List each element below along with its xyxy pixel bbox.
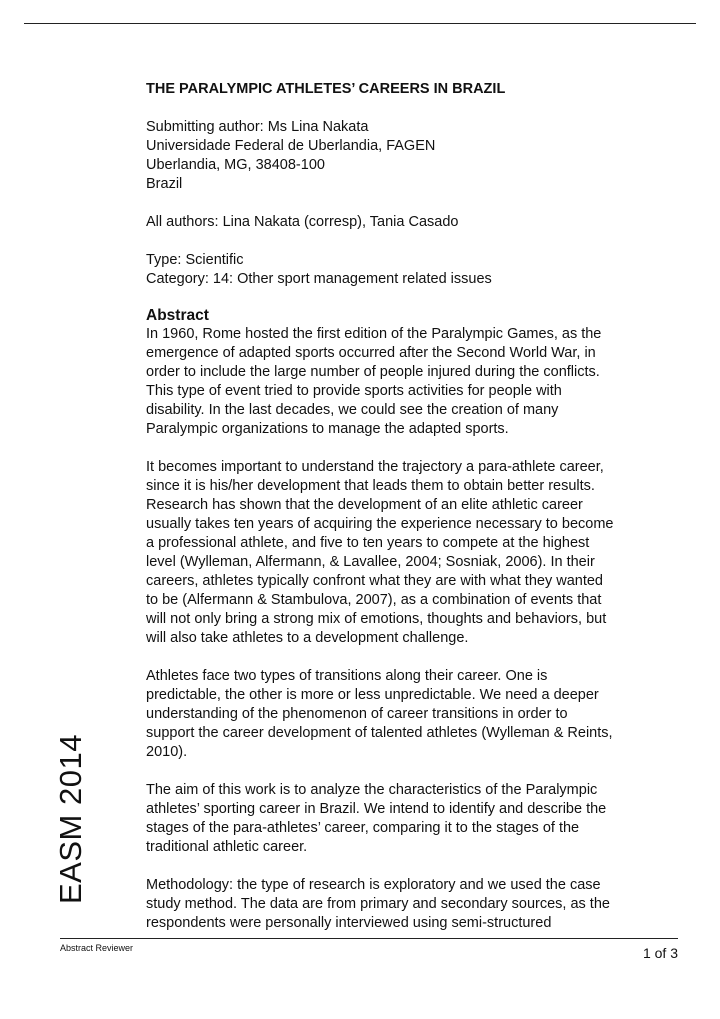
- paragraph-line: level (Wylleman, Alfermann, & Lavallee, 2004; Sosniak, 2006). In their: [146, 554, 595, 570]
- paragraph-line: to be (Alfermann & Stambulova, 2007), as a combination of events that: [146, 592, 602, 608]
- author-block: [146, 118, 666, 194]
- paragraph-line: careers, athletes typically confront what they are with what they wanted: [146, 573, 603, 589]
- paragraph-line: This type of event tried to provide sports activities for people with: [146, 383, 562, 399]
- paragraph-line: The aim of this work is to analyze the characteristics of the Paralympic: [146, 782, 598, 798]
- abstract-paragraph: [146, 325, 666, 439]
- all-authors-block: [146, 213, 666, 232]
- paragraph-line: order to include the large number of people injured during the conflicts.: [146, 364, 600, 380]
- paragraph-line: Athletes face two types of transitions along their career. One is: [146, 668, 548, 684]
- paragraph-line: emergence of adapted sports occurred after the Second World War, in: [146, 345, 596, 361]
- paragraph-line: Paralympic organizations to manage the adapted sports.: [146, 421, 509, 437]
- paragraph-line: stages of the para-athletes’ career, comparing it to the stages of the: [146, 820, 580, 836]
- paragraph-line: 2010).: [146, 744, 188, 760]
- paragraph-line: Research has shown that the development of an elite athletic career: [146, 497, 583, 513]
- abstract-paragraph: [146, 667, 666, 762]
- paragraph-line: predictable, the other is more or less unpredictable. We need a deeper: [146, 687, 599, 703]
- document-body: [146, 80, 666, 933]
- institution: Universidade Federal de Uberlandia, FAGEN: [146, 138, 436, 154]
- paragraph-line: athletes’ sporting career in Brazil. We intend to identify and describe the: [146, 801, 607, 817]
- side-label: EASM 2014: [53, 734, 88, 904]
- paragraph-line: In 1960, Rome hosted the first edition of the Paralympic Games, as the: [146, 326, 602, 342]
- document-title: THE PARALYMPIC ATHLETES’ CAREERS IN BRAZIL: [146, 81, 506, 97]
- paragraph-line: support the career development of talented athletes (Wylleman & Reints,: [146, 725, 613, 741]
- submitting-author: Submitting author: Ms Lina Nakata: [146, 119, 369, 135]
- abstract-paragraphs: [146, 325, 666, 933]
- paragraph-line: will also take athletes to a development challenge.: [146, 630, 469, 646]
- paragraph-line: understanding of the phenomenon of career transitions in order to: [146, 706, 568, 722]
- page-indicator: 1 of 3: [642, 945, 678, 961]
- paragraph-line: usually takes ten years of acquiring the experience necessary to become: [146, 516, 614, 532]
- abstract-heading: Abstract: [146, 307, 209, 324]
- footer-label: Abstract Reviewer: [60, 943, 134, 953]
- paragraph-line: disability. In the last decades, we could see the creation of many: [146, 402, 559, 418]
- top-divider: [24, 23, 696, 24]
- all-authors: All authors: Lina Nakata (corresp), Tania Casado: [146, 214, 459, 230]
- paragraph-line: respondents were personally interviewed using semi-structured: [146, 915, 552, 931]
- paragraph-line: Methodology: the type of research is exploratory and we used the case: [146, 877, 601, 893]
- abstract-paragraph: [146, 458, 666, 648]
- type-block: [146, 251, 666, 289]
- type: Type: Scientific: [146, 252, 244, 268]
- paragraph-line: since it is his/her development that leads them to obtain better results.: [146, 478, 595, 494]
- paragraph-line: It becomes important to understand the trajectory a para-athlete career,: [146, 459, 604, 475]
- bottom-divider: [60, 938, 678, 939]
- country: Brazil: [146, 176, 183, 192]
- city-line: Uberlandia, MG, 38408-100: [146, 157, 325, 173]
- paragraph-line: traditional athletic career.: [146, 839, 308, 855]
- category: Category: 14: Other sport management related issues: [146, 271, 492, 287]
- paragraph-line: study method. The data are from primary and secondary sources, as the: [146, 896, 610, 912]
- paragraph-line: a professional athlete, and five to ten years to compete at the highest: [146, 535, 590, 551]
- paragraph-line: will not only bring a strong mix of emotions, thoughts and behaviors, but: [146, 611, 607, 627]
- abstract-paragraph: [146, 876, 666, 933]
- abstract-paragraph: [146, 781, 666, 857]
